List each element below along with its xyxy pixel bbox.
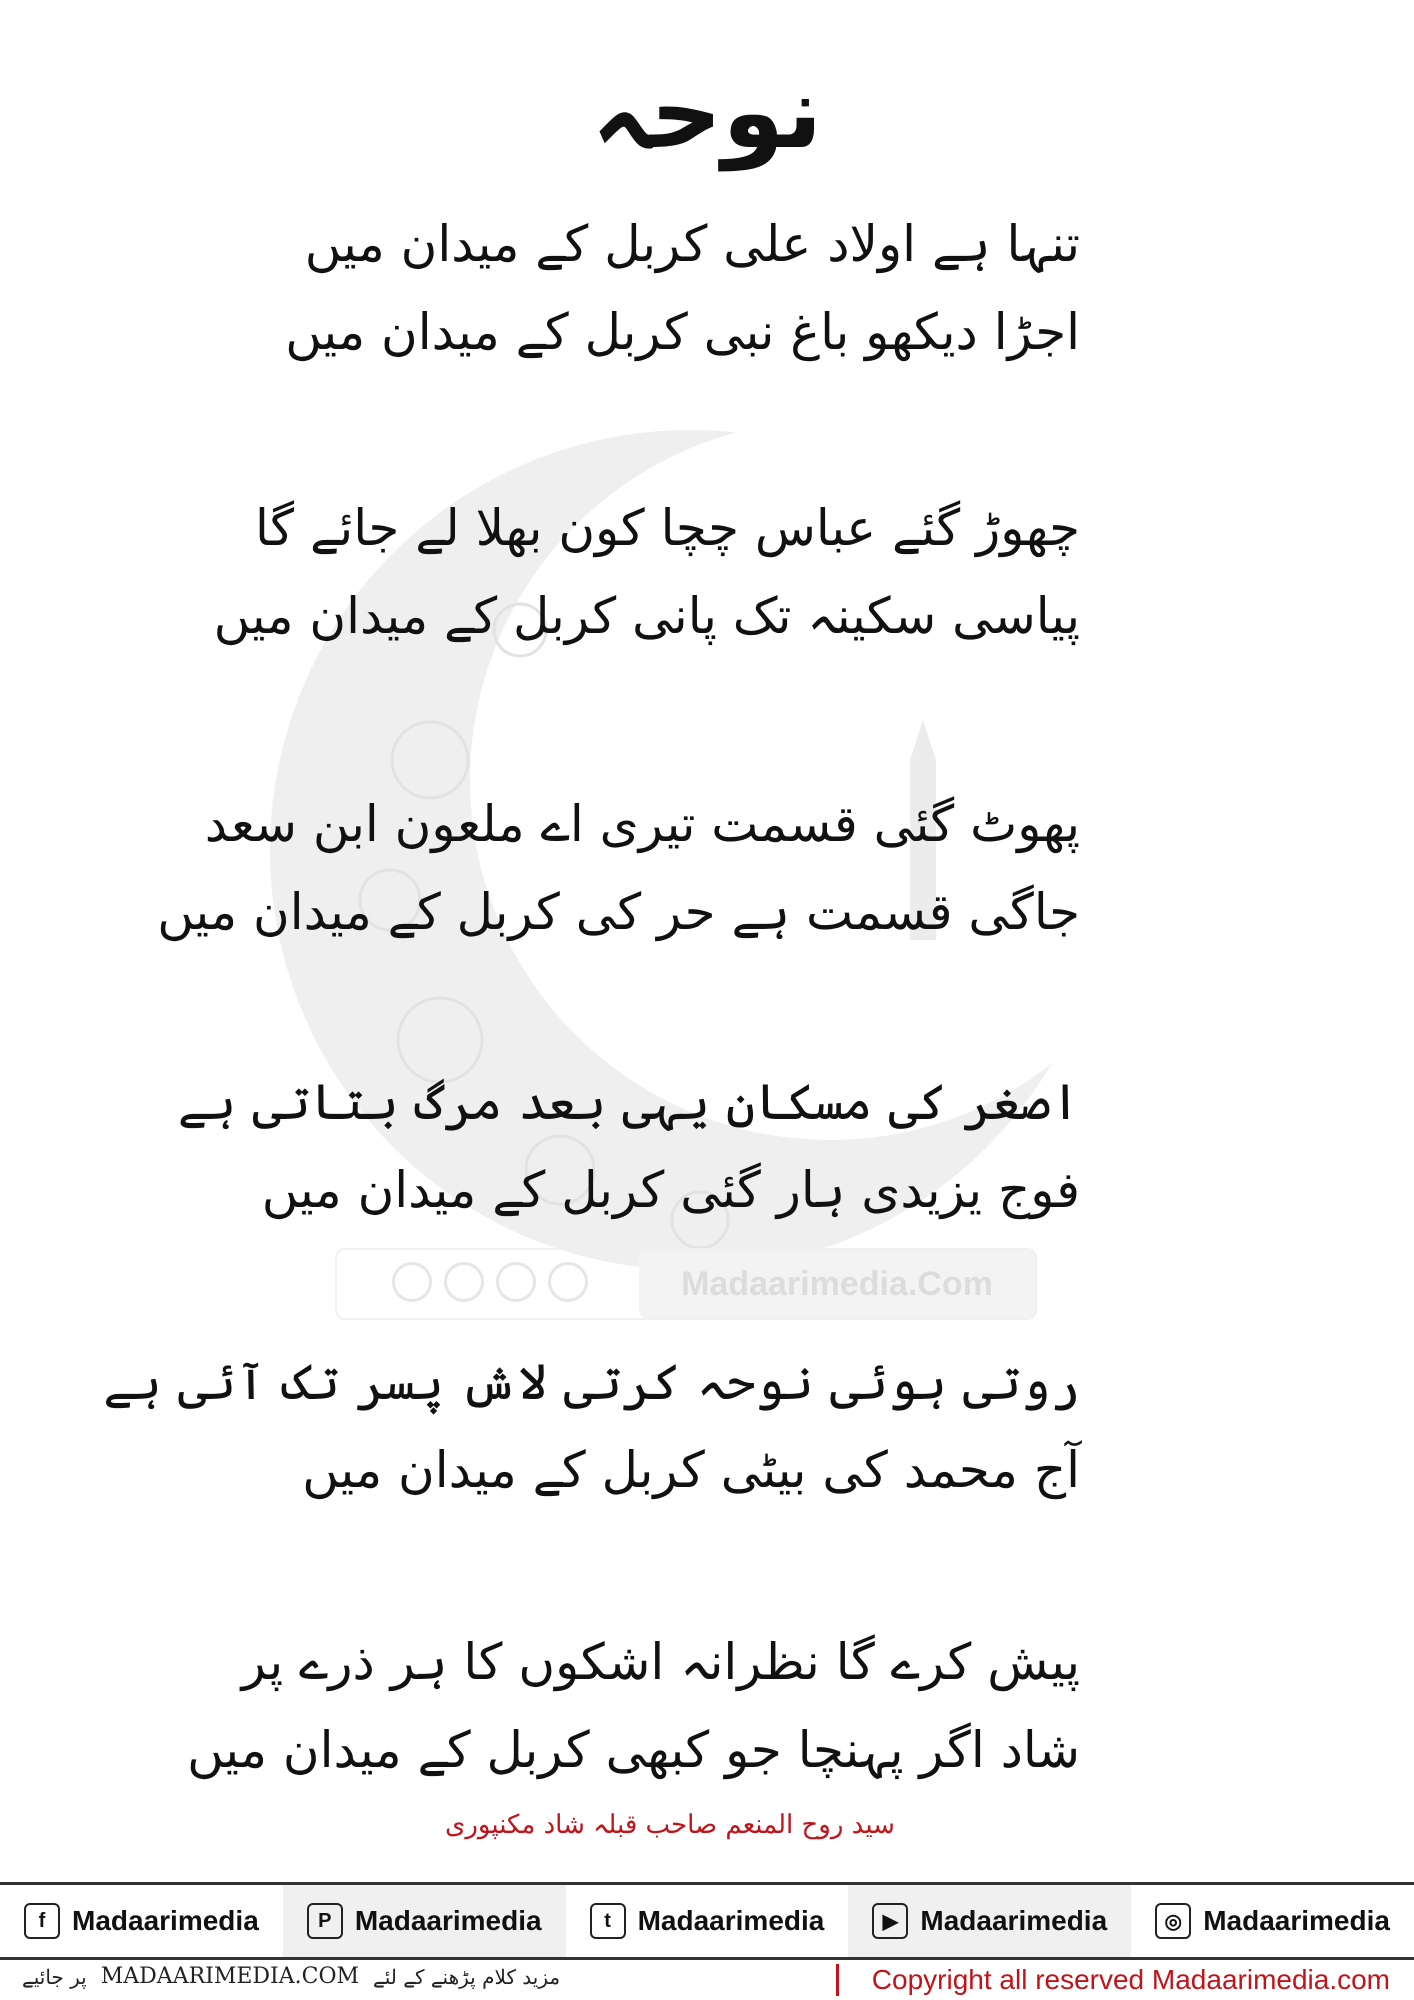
stanza-6 <box>187 1618 1080 1794</box>
social-facebook[interactable] <box>0 1885 283 1957</box>
stanza-2 <box>213 484 1080 660</box>
copyright-text: Copyright all reserved Madaarimedia.com <box>871 1964 1390 1995</box>
social-label: Madaarimedia <box>637 1905 825 1936</box>
social-bar <box>0 1882 1414 1960</box>
social-pinterest[interactable] <box>283 1885 566 1957</box>
poem-line: پیش کرے گا نظرانہ اشکوں کا ہر ذرے پر <box>241 1633 1080 1691</box>
social-label: Madaarimedia <box>1203 1905 1390 1936</box>
stanza-1 <box>285 200 1080 376</box>
social-youtube[interactable] <box>848 1885 1131 1957</box>
poem-line: شاد اگر پہنچا جو کبھی کربل کے میدان میں <box>187 1721 1080 1779</box>
social-label: Madaarimedia <box>920 1905 1108 1936</box>
instagram-icon: ◎ <box>1155 1903 1191 1939</box>
poem-line: جاگی قسمت ہے حر کی کربل کے میدان میں <box>157 883 1080 941</box>
footer <box>0 1962 1414 2000</box>
home-icon <box>392 1262 432 1302</box>
facebook-icon: f <box>24 1903 60 1939</box>
footer-site-link[interactable]: MADAARIMEDIA.COM <box>100 1964 360 1989</box>
footer-divider <box>836 1964 839 1996</box>
phone-icon <box>548 1262 588 1302</box>
stanza-5 <box>103 1338 1080 1514</box>
poem-line: چھوڑ گئے عباس چچا کون بھلا لے جائے گا <box>255 499 1080 557</box>
footer-urdu-suffix: پر جائیے <box>22 1964 87 1989</box>
social-label: Madaarimedia <box>354 1905 542 1936</box>
page-title: نوحہ <box>591 54 823 171</box>
poem-line: پیاسی سکینہ تک پانی کربل کے میدان میں <box>213 587 1080 645</box>
poem-line: تنہا ہے اولاد علی کربل کے میدان میں <box>304 215 1080 273</box>
poem-line: فوج یزیدی ہار گئی کربل کے میدان میں <box>261 1161 1080 1219</box>
mail-icon <box>444 1262 484 1302</box>
youtube-icon: ▶ <box>872 1903 908 1939</box>
poem-line: روتی ہوئی نوحہ کرتی لاش پسر تک آئی ہے <box>103 1353 1080 1411</box>
social-label: Madaarimedia <box>72 1905 259 1936</box>
watermark-icons <box>392 1262 588 1302</box>
poem-line: آج محمد کی بیٹی کربل کے میدان میں <box>302 1441 1080 1499</box>
watermark-bar <box>335 1248 1037 1320</box>
watermark-text: Madaarimedia.Com <box>639 1250 1035 1318</box>
twitter-icon: t <box>590 1903 626 1939</box>
footer-urdu-prefix: مزید کلام پڑھنے کے لئے <box>373 1964 561 1989</box>
social-twitter[interactable] <box>566 1885 849 1957</box>
stanza-4 <box>177 1058 1080 1234</box>
pinterest-icon: P <box>307 1903 343 1939</box>
user-icon <box>496 1262 536 1302</box>
poem-line: اجڑا دیکھو باغ نبی کربل کے میدان میں <box>285 303 1080 361</box>
footer-visit <box>22 1964 560 1989</box>
social-instagram[interactable] <box>1131 1885 1414 1957</box>
stanza-3 <box>157 780 1080 956</box>
poet-credit: سید روح المنعم صاحب قبلہ شاد مکنپوری <box>445 1810 895 1840</box>
poem-line: پھوٹ گئی قسمت تیری اے ملعون ابن سعد <box>204 795 1080 853</box>
poem-line: اصغر کی مسکان یہی بعد مرگ بتاتی ہے <box>177 1073 1080 1131</box>
